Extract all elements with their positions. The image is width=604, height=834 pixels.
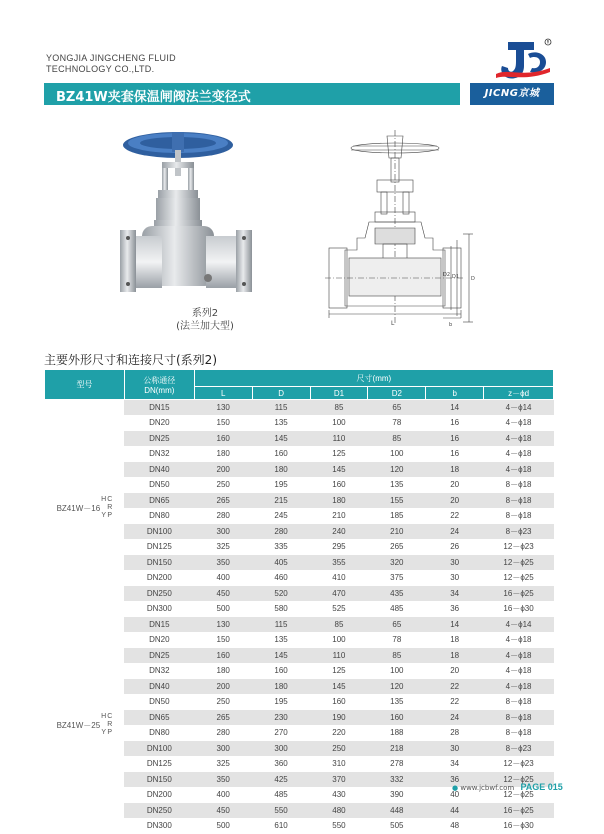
dn-cell: DN125: [124, 756, 194, 772]
L-cell: 500: [194, 818, 252, 834]
company-name: [46, 53, 176, 75]
D1-cell: 190: [310, 710, 368, 726]
D-cell: 135: [252, 632, 310, 648]
D2-cell: 485: [368, 601, 426, 617]
bolts-cell: 8－ϕ23: [484, 524, 554, 540]
D2-cell: 435: [368, 586, 426, 602]
model-prefix: BZ41W－16: [56, 503, 101, 513]
b-cell: 16: [426, 415, 484, 431]
L-cell: 130: [194, 617, 252, 633]
bolts-cell: 4－ϕ18: [484, 648, 554, 664]
section-title: 主要外形尺寸和连接尺寸(系列2): [44, 353, 217, 367]
L-cell: 280: [194, 508, 252, 524]
D2-cell: 85: [368, 431, 426, 447]
b-cell: 14: [426, 400, 484, 416]
D1-cell: 310: [310, 756, 368, 772]
valve-technical-drawing: [325, 128, 485, 334]
header-D2: D2: [368, 387, 426, 400]
D2-cell: 160: [368, 710, 426, 726]
dn-cell: DN100: [124, 741, 194, 757]
model-suffix: R: [107, 504, 113, 511]
bolts-cell: 4－ϕ18: [484, 431, 554, 447]
D-cell: 135: [252, 415, 310, 431]
dn-cell: DN15: [124, 617, 194, 633]
D-cell: 280: [252, 524, 310, 540]
D2-cell: 120: [368, 679, 426, 695]
D1-cell: 125: [310, 446, 368, 462]
D2-cell: 375: [368, 570, 426, 586]
L-cell: 250: [194, 477, 252, 493]
D1-cell: 160: [310, 477, 368, 493]
b-cell: 34: [426, 756, 484, 772]
D1-cell: 85: [310, 617, 368, 633]
model-suffix-left: [101, 713, 106, 737]
b-cell: 18: [426, 632, 484, 648]
b-cell: 20: [426, 477, 484, 493]
model-suffix: P: [107, 729, 113, 736]
D1-cell: 480: [310, 803, 368, 819]
header-dn-line2: DN(mm): [144, 385, 175, 395]
D1-cell: 110: [310, 648, 368, 664]
L-cell: 250: [194, 694, 252, 710]
D-cell: 180: [252, 679, 310, 695]
bolts-cell: 8－ϕ18: [484, 477, 554, 493]
D1-cell: 550: [310, 818, 368, 834]
bolts-cell: 12－ϕ25: [484, 570, 554, 586]
dn-cell: DN65: [124, 493, 194, 509]
bolts-cell: 4－ϕ14: [484, 400, 554, 416]
L-cell: 350: [194, 555, 252, 571]
D1-cell: 295: [310, 539, 368, 555]
D2-cell: 332: [368, 772, 426, 788]
D2-cell: 100: [368, 663, 426, 679]
bolts-cell: 4－ϕ18: [484, 462, 554, 478]
L-cell: 350: [194, 772, 252, 788]
b-cell: 14: [426, 617, 484, 633]
dn-cell: DN150: [124, 772, 194, 788]
L-cell: 150: [194, 632, 252, 648]
model-suffix-left: [101, 496, 106, 520]
D2-cell: 78: [368, 632, 426, 648]
D-cell: 425: [252, 772, 310, 788]
bolts-cell: 12－ϕ25: [484, 787, 554, 803]
D2-cell: 78: [368, 415, 426, 431]
D1-cell: 160: [310, 694, 368, 710]
dn-cell: DN40: [124, 679, 194, 695]
L-cell: 180: [194, 446, 252, 462]
company-name-line1: YONGJIA JINGCHENG FLUID: [46, 53, 176, 63]
model-code: [57, 496, 113, 520]
b-cell: 20: [426, 663, 484, 679]
D2-cell: 65: [368, 617, 426, 633]
b-cell: 40: [426, 787, 484, 803]
D-cell: 230: [252, 710, 310, 726]
b-cell: 26: [426, 539, 484, 555]
dn-cell: DN100: [124, 524, 194, 540]
model-suffix: H: [101, 713, 107, 720]
dn-cell: DN25: [124, 431, 194, 447]
L-cell: 400: [194, 570, 252, 586]
L-cell: 180: [194, 663, 252, 679]
bolts-cell: 4－ϕ18: [484, 415, 554, 431]
L-cell: 325: [194, 756, 252, 772]
D-cell: 245: [252, 508, 310, 524]
L-cell: 160: [194, 648, 252, 664]
bolts-cell: 8－ϕ18: [484, 710, 554, 726]
D-cell: 215: [252, 493, 310, 509]
table-body: [45, 400, 554, 834]
D2-cell: 278: [368, 756, 426, 772]
model-suffix: C: [107, 713, 113, 720]
header-L: L: [194, 387, 252, 400]
L-cell: 200: [194, 462, 252, 478]
b-cell: 36: [426, 772, 484, 788]
L-cell: 300: [194, 524, 252, 540]
header-D: D: [252, 387, 310, 400]
header-D1: D1: [310, 387, 368, 400]
bullet-icon: ●: [452, 784, 459, 792]
D2-cell: 320: [368, 555, 426, 571]
D-cell: 270: [252, 725, 310, 741]
bolts-cell: 16－ϕ30: [484, 601, 554, 617]
D2-cell: 135: [368, 694, 426, 710]
D1-cell: 355: [310, 555, 368, 571]
dn-cell: DN250: [124, 803, 194, 819]
b-cell: 44: [426, 803, 484, 819]
bolts-cell: 8－ϕ18: [484, 694, 554, 710]
model-suffix: H: [101, 496, 107, 503]
dn-cell: DN80: [124, 508, 194, 524]
D1-cell: 470: [310, 586, 368, 602]
dim-label-D: D: [471, 276, 475, 282]
L-cell: 280: [194, 725, 252, 741]
bolts-cell: 8－ϕ18: [484, 493, 554, 509]
b-cell: 16: [426, 431, 484, 447]
model-suffix-right: [107, 496, 112, 520]
bolts-cell: 12－ϕ23: [484, 539, 554, 555]
model-suffix: Y: [101, 512, 107, 519]
D1-cell: 145: [310, 462, 368, 478]
D-cell: 360: [252, 756, 310, 772]
table-row: [45, 617, 554, 633]
svg-text:R: R: [546, 39, 550, 45]
dn-cell: DN250: [124, 586, 194, 602]
D2-cell: 390: [368, 787, 426, 803]
header-b: b: [426, 387, 484, 400]
bolts-cell: 12－ϕ25: [484, 555, 554, 571]
b-cell: 30: [426, 741, 484, 757]
dn-cell: DN50: [124, 694, 194, 710]
dn-cell: DN300: [124, 601, 194, 617]
b-cell: 22: [426, 679, 484, 695]
D1-cell: 250: [310, 741, 368, 757]
D1-cell: 85: [310, 400, 368, 416]
figure-caption: [150, 307, 260, 333]
b-cell: 30: [426, 570, 484, 586]
model-suffix-right: [107, 713, 112, 737]
L-cell: 325: [194, 539, 252, 555]
dn-cell: DN15: [124, 400, 194, 416]
bolts-cell: 16－ϕ25: [484, 586, 554, 602]
D1-cell: 370: [310, 772, 368, 788]
header-bolts: z－ϕd: [484, 387, 554, 400]
D-cell: 405: [252, 555, 310, 571]
bolts-cell: 16－ϕ30: [484, 818, 554, 834]
dn-cell: DN150: [124, 555, 194, 571]
dn-cell: DN125: [124, 539, 194, 555]
L-cell: 300: [194, 741, 252, 757]
L-cell: 160: [194, 431, 252, 447]
L-cell: 450: [194, 803, 252, 819]
jc-logo-icon: [494, 38, 554, 82]
dn-cell: DN50: [124, 477, 194, 493]
D-cell: 160: [252, 663, 310, 679]
b-cell: 18: [426, 648, 484, 664]
dimensions-table: [44, 369, 554, 834]
bolts-cell: 8－ϕ23: [484, 741, 554, 757]
D2-cell: 135: [368, 477, 426, 493]
L-cell: 150: [194, 415, 252, 431]
D2-cell: 188: [368, 725, 426, 741]
D-cell: 115: [252, 400, 310, 416]
D1-cell: 220: [310, 725, 368, 741]
dn-cell: DN40: [124, 462, 194, 478]
L-cell: 265: [194, 493, 252, 509]
model-suffix: P: [107, 512, 113, 519]
dn-cell: DN80: [124, 725, 194, 741]
D2-cell: 155: [368, 493, 426, 509]
D-cell: 195: [252, 477, 310, 493]
bolts-cell: 4－ϕ18: [484, 663, 554, 679]
model-prefix: BZ41W－25: [56, 720, 101, 730]
caption-line2: (法兰加大型): [176, 321, 234, 332]
dim-label-b: b: [449, 322, 453, 328]
bolts-cell: 8－ϕ18: [484, 725, 554, 741]
D1-cell: 525: [310, 601, 368, 617]
b-cell: 24: [426, 524, 484, 540]
D-cell: 195: [252, 694, 310, 710]
dn-cell: DN65: [124, 710, 194, 726]
D-cell: 460: [252, 570, 310, 586]
b-cell: 20: [426, 493, 484, 509]
D2-cell: 505: [368, 818, 426, 834]
header-size: 尺寸(mm): [194, 370, 553, 387]
caption-line1: 系列2: [191, 308, 219, 319]
model-cell: [45, 400, 125, 617]
model-suffix: Y: [101, 729, 107, 736]
b-cell: 48: [426, 818, 484, 834]
D-cell: 300: [252, 741, 310, 757]
page-number: PAGE 015: [520, 782, 563, 792]
D1-cell: 100: [310, 632, 368, 648]
D2-cell: 120: [368, 462, 426, 478]
D1-cell: 180: [310, 493, 368, 509]
D2-cell: 65: [368, 400, 426, 416]
b-cell: 30: [426, 555, 484, 571]
dim-label-L: L: [391, 320, 395, 327]
D1-cell: 100: [310, 415, 368, 431]
L-cell: 500: [194, 601, 252, 617]
header-dn: [124, 370, 194, 400]
D2-cell: 218: [368, 741, 426, 757]
D-cell: 520: [252, 586, 310, 602]
D1-cell: 430: [310, 787, 368, 803]
bolts-cell: 8－ϕ18: [484, 508, 554, 524]
D-cell: 180: [252, 462, 310, 478]
footer: [452, 782, 563, 792]
L-cell: 200: [194, 679, 252, 695]
L-cell: 130: [194, 400, 252, 416]
brand-badge: JICNG京城: [470, 83, 554, 105]
dn-cell: DN32: [124, 446, 194, 462]
bolts-cell: 16－ϕ25: [484, 803, 554, 819]
D-cell: 335: [252, 539, 310, 555]
bolts-cell: 12－ϕ23: [484, 756, 554, 772]
header-dn-line1: 公称通径: [143, 375, 176, 385]
dn-cell: DN200: [124, 570, 194, 586]
D1-cell: 210: [310, 508, 368, 524]
D-cell: 145: [252, 648, 310, 664]
D1-cell: 145: [310, 679, 368, 695]
D-cell: 580: [252, 601, 310, 617]
b-cell: 22: [426, 508, 484, 524]
D-cell: 115: [252, 617, 310, 633]
b-cell: 34: [426, 586, 484, 602]
D2-cell: 265: [368, 539, 426, 555]
model-suffix: C: [107, 496, 113, 503]
D-cell: 610: [252, 818, 310, 834]
L-cell: 400: [194, 787, 252, 803]
D2-cell: 210: [368, 524, 426, 540]
D-cell: 485: [252, 787, 310, 803]
valve-photo: [118, 128, 268, 310]
dim-label-D2: D2: [443, 272, 451, 278]
product-title-bar: [44, 83, 460, 105]
product-title: BZ41W夹套保温闸阀法兰变径式: [56, 90, 251, 105]
dn-cell: DN200: [124, 787, 194, 803]
model-cell: [45, 617, 125, 834]
D2-cell: 448: [368, 803, 426, 819]
dn-cell: DN300: [124, 818, 194, 834]
dn-cell: DN20: [124, 415, 194, 431]
bolts-cell: 12－ϕ25: [484, 772, 554, 788]
b-cell: 24: [426, 710, 484, 726]
D2-cell: 185: [368, 508, 426, 524]
b-cell: 18: [426, 462, 484, 478]
L-cell: 450: [194, 586, 252, 602]
model-suffix: R: [107, 721, 113, 728]
D1-cell: 240: [310, 524, 368, 540]
D1-cell: 110: [310, 431, 368, 447]
bolts-cell: 4－ϕ18: [484, 446, 554, 462]
bolts-cell: 4－ϕ18: [484, 632, 554, 648]
L-cell: 265: [194, 710, 252, 726]
D-cell: 160: [252, 446, 310, 462]
D2-cell: 85: [368, 648, 426, 664]
b-cell: 28: [426, 725, 484, 741]
D-cell: 145: [252, 431, 310, 447]
bolts-cell: 4－ϕ14: [484, 617, 554, 633]
header-model: 型号: [45, 370, 125, 400]
dn-cell: DN25: [124, 648, 194, 664]
dn-cell: DN20: [124, 632, 194, 648]
website: www.jcbwf.com: [460, 784, 515, 792]
b-cell: 16: [426, 446, 484, 462]
b-cell: 22: [426, 694, 484, 710]
company-name-line2: TECHNOLOGY CO.,LTD.: [46, 64, 155, 74]
b-cell: 36: [426, 601, 484, 617]
dn-cell: DN32: [124, 663, 194, 679]
table-row: [45, 400, 554, 416]
dim-label-D1: D1: [452, 274, 460, 280]
D1-cell: 125: [310, 663, 368, 679]
bolts-cell: 4－ϕ18: [484, 679, 554, 695]
model-code: [57, 713, 113, 737]
D-cell: 550: [252, 803, 310, 819]
D2-cell: 100: [368, 446, 426, 462]
D1-cell: 410: [310, 570, 368, 586]
